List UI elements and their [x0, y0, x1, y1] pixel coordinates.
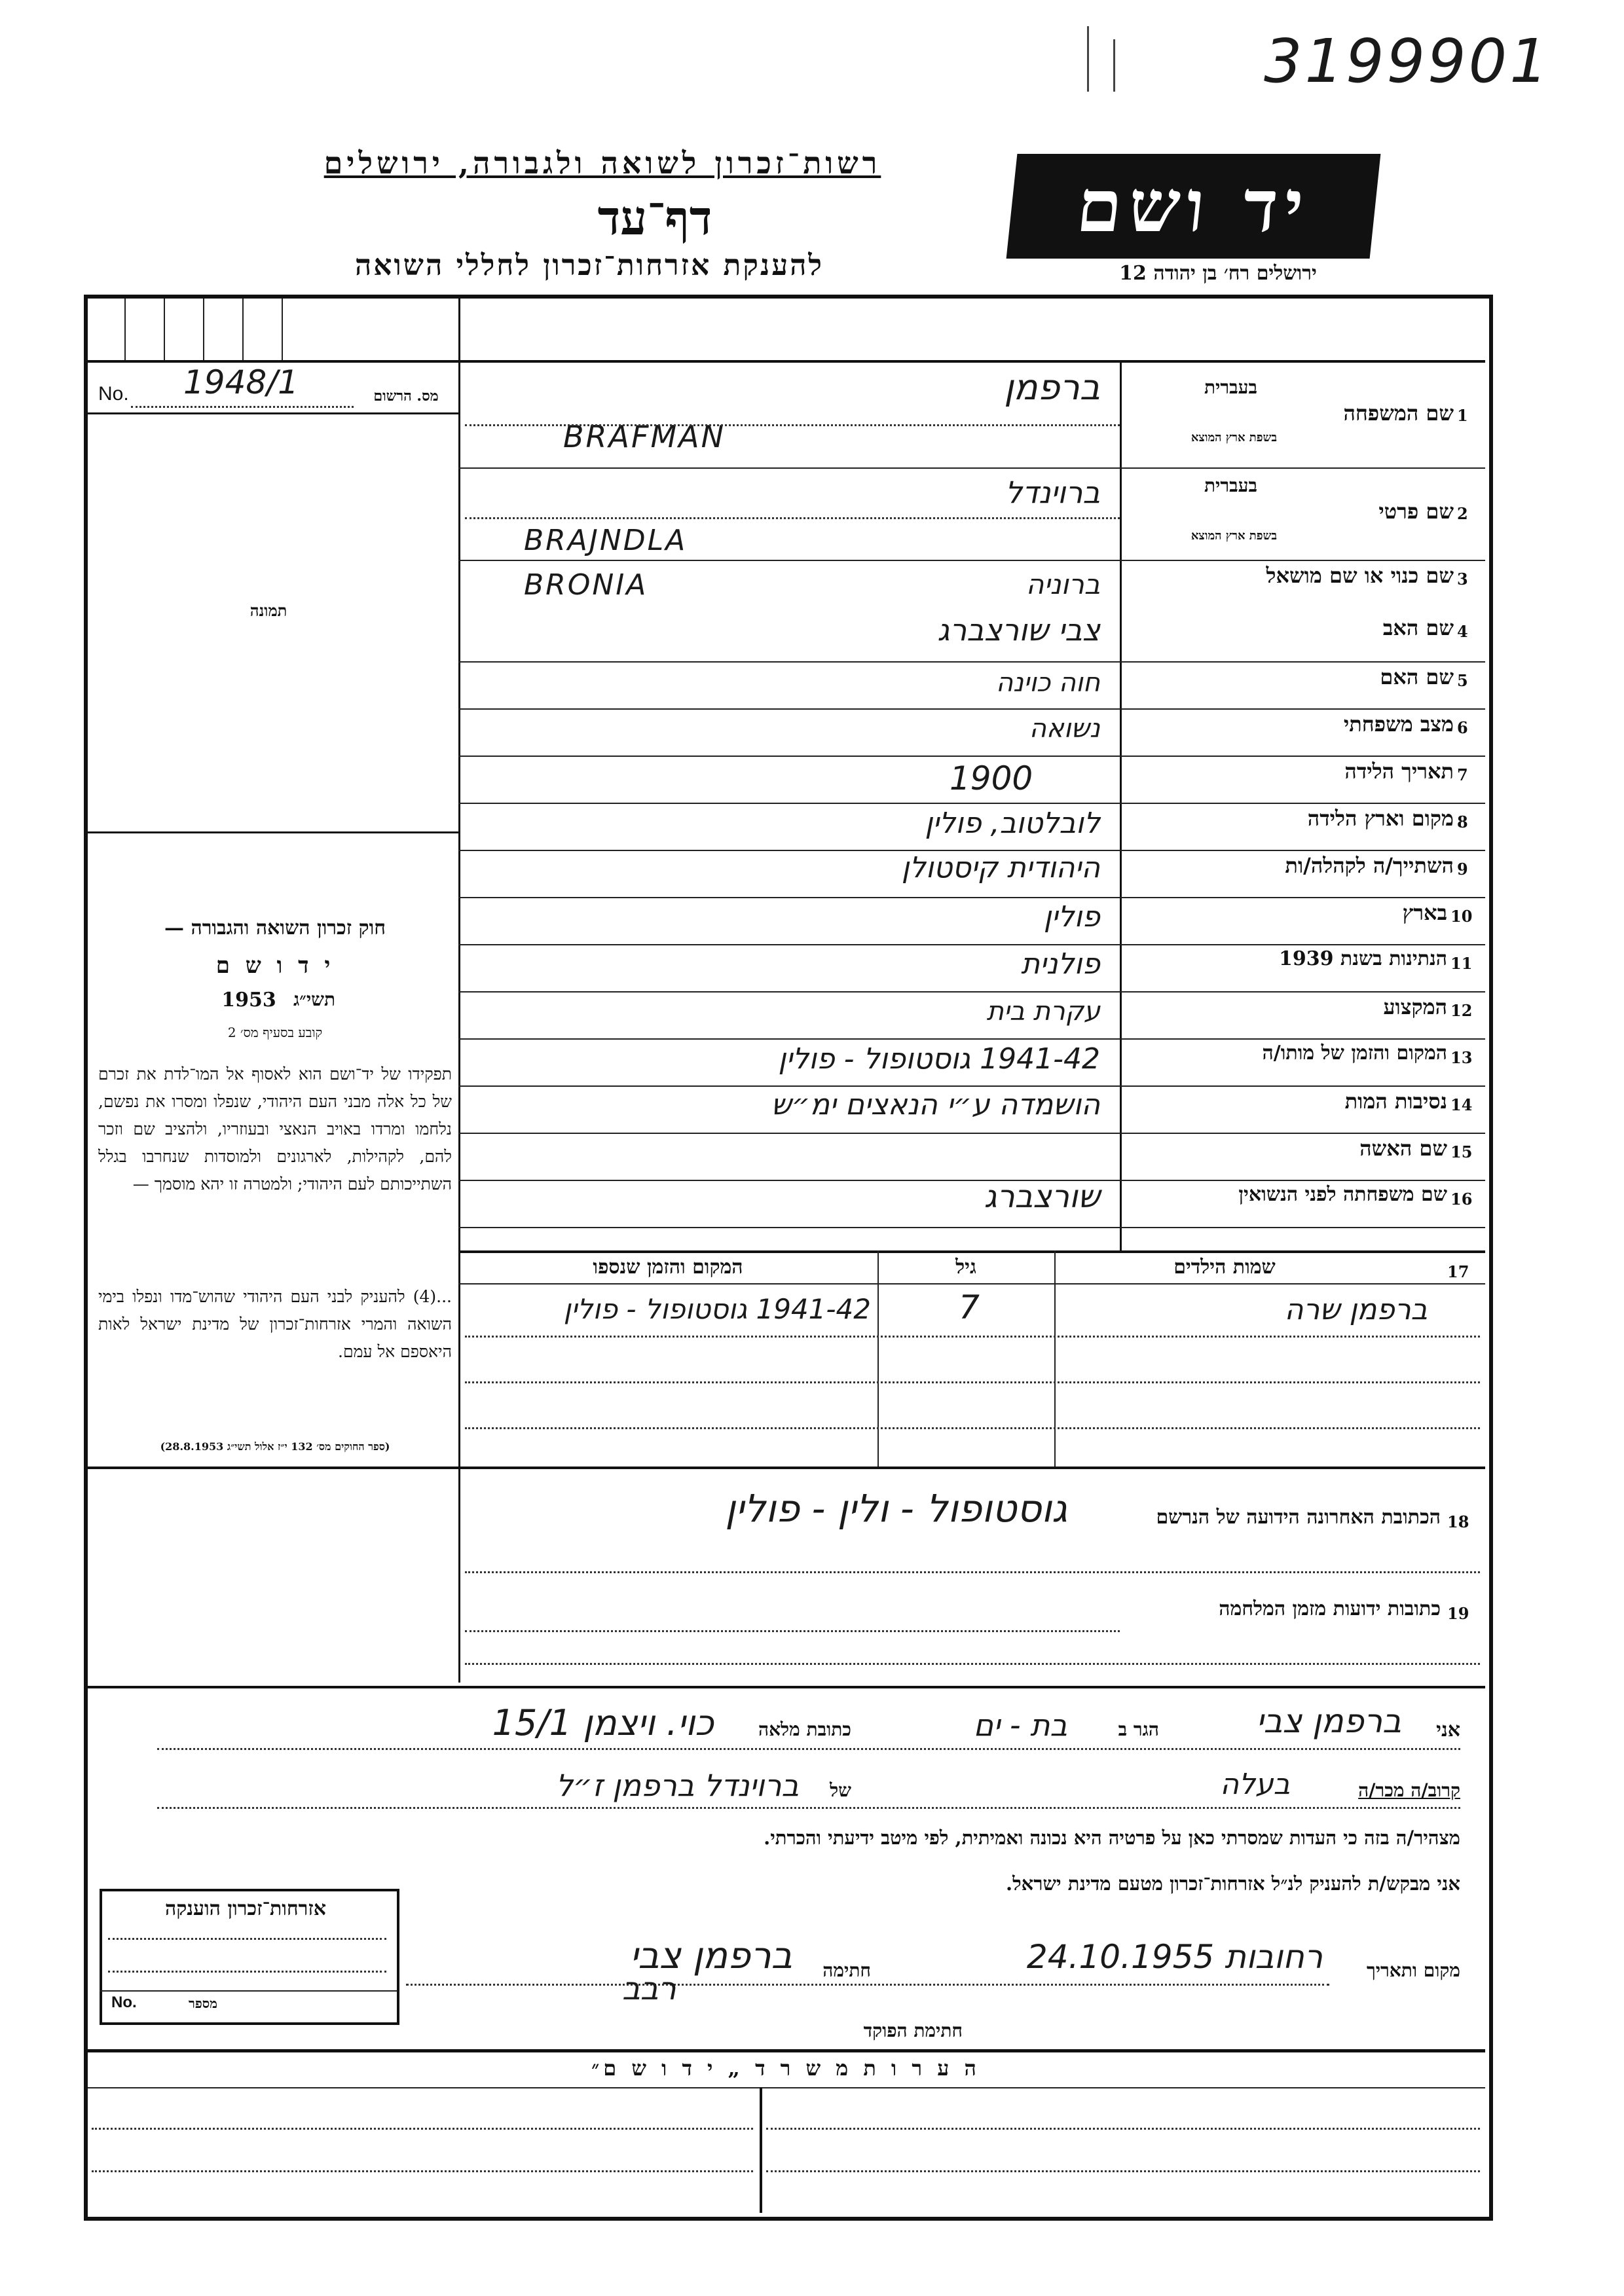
- decl-of-label: של: [830, 1779, 851, 1801]
- strip-cell-5: [282, 299, 283, 360]
- strip-cell-3: [203, 299, 204, 360]
- law-name: י ד ו ש ם: [215, 953, 335, 979]
- decl-relation-value: בעלה: [1220, 1768, 1290, 1801]
- remarks-dots-1: [92, 2128, 753, 2130]
- row-line-2: [458, 560, 1485, 561]
- field-4-value: צבי שורצברג: [937, 612, 1100, 647]
- remarks-top: [88, 2049, 1485, 2052]
- citizenship-no-label: No.: [111, 1994, 137, 2011]
- row-line-15: [458, 1227, 1485, 1228]
- logo-text: יד ושם: [1073, 164, 1314, 248]
- strip-cell-4: [242, 299, 244, 360]
- field-6-value: נשואה: [1029, 714, 1100, 744]
- photo-label: תמונה: [249, 601, 287, 620]
- field-14-number: 14: [1450, 1095, 1473, 1114]
- field-8-value: לובלטוב, פולין: [925, 807, 1100, 840]
- field-13-label: המקום והזמן של מותו/ה: [1262, 1042, 1447, 1065]
- registration-bottom: [88, 412, 458, 414]
- decl-address-value: כוי. ויצמן 15/1: [492, 1702, 714, 1743]
- children-bottom: [458, 1467, 1485, 1469]
- address-last-number: 18: [1447, 1512, 1469, 1531]
- field-10-value: פולין: [1043, 900, 1100, 934]
- field-7-label: תאריך הלידה: [1344, 759, 1454, 784]
- signature-label: חתימה: [822, 1959, 871, 1981]
- address-last-value: גוסטופול - ולין - פולין: [725, 1486, 1067, 1531]
- remarks-dots-3: [92, 2170, 753, 2172]
- left-column-bottom: [88, 1467, 458, 1469]
- field-6-number: 6: [1457, 718, 1468, 737]
- field-14-value: הושמדה ע״י הנאצים ימ״ש: [771, 1088, 1100, 1121]
- field-5-value: חוה כוינה: [995, 668, 1100, 698]
- child-1-place: 1941-42 גוסטופול - פולין: [563, 1293, 871, 1325]
- row-line-9: [458, 944, 1485, 945]
- field-2-value-hebrew: ברוינדל: [1005, 475, 1100, 510]
- address-last-label: הכתובת האחרונה הידועה של הנרשם: [1156, 1506, 1441, 1529]
- law-body: תפקידו של יד־ושם הוא לאסוף אל המו־לדת את זכרם של כל אלה מבני העם היהודי, שנפלו ומסרו את נפשם, נלחמו ומרדו באויב הנאצי ובעוזריו, ולהציב שם וזכר להם, לקהילות, לארגונים ולמוסדות שנחרבו בגלל השתייכותם לעם היהודי; ולמטרה זו יהא מוסמך —: [98, 1065, 452, 1194]
- field-10-label: בארץ: [1402, 900, 1447, 925]
- field-11-number: 11: [1450, 954, 1473, 973]
- field-12-label: המקצוע: [1383, 994, 1447, 1019]
- strip-cell-1: [124, 299, 126, 360]
- registration-number: 1948/1: [183, 363, 299, 401]
- remarks-line-1: [88, 2087, 1485, 2088]
- children-divider-1: [877, 1250, 879, 1467]
- field-13-number: 13: [1450, 1048, 1473, 1067]
- row-line-3: [458, 661, 1485, 663]
- field-12-value: עקרת בית: [986, 996, 1100, 1027]
- field-14-label: נסיבות המות: [1344, 1089, 1447, 1114]
- field-8-number: 8: [1457, 812, 1468, 831]
- law-title: חוק זכרון השואה והגבורה —: [164, 917, 386, 939]
- field-1-dots: [465, 424, 1120, 426]
- top-strip-bottom: [88, 360, 1485, 363]
- place-date-dots: [406, 1984, 1329, 1986]
- authority-line: רשות־זכרון לשואה ולגבורה, ירושלים: [323, 145, 881, 181]
- yad-vashem-logo: [1006, 154, 1381, 259]
- children-number: 17: [1447, 1262, 1469, 1281]
- strip-cell-2: [164, 299, 165, 360]
- field-7-value: 1900: [950, 759, 1033, 797]
- address-war-number: 19: [1447, 1604, 1469, 1623]
- law-reference: (ספר החוקים מס׳ 132 י״ז אלול תשי״ג 28.8.1953): [160, 1440, 390, 1453]
- decl-relation-label: קרוב/ה מכר/ה: [1358, 1779, 1460, 1801]
- remarks-dots-2: [766, 2128, 1480, 2130]
- decl-statement-1: מצהיר/ה בזה כי העדות שמסרתי כאן על פרטיה היא נכונה ואמיתית, לפי מיטב ידיעתי והכרתי.: [764, 1827, 1460, 1849]
- row-line-5: [458, 756, 1485, 757]
- row-line-16: [458, 1250, 1485, 1253]
- form-subtitle: להענקת אזרחות־זכרון לחללי השואה: [354, 249, 824, 282]
- row-line-12: [458, 1085, 1485, 1087]
- field-16-value: שורצברג: [984, 1178, 1100, 1215]
- field-13-value: 1941-42 גוסטופול - פולין: [778, 1042, 1100, 1076]
- field-2-number: 2: [1457, 504, 1468, 523]
- children-header-line: [458, 1283, 1485, 1285]
- field-12-number: 12: [1450, 1001, 1473, 1020]
- field-1-value-latin: BRAFMAN: [563, 419, 726, 454]
- children-dots-1: [465, 1336, 1480, 1338]
- field-3-number: 3: [1457, 570, 1468, 589]
- citizenship-no-line: [100, 1990, 397, 1992]
- law-heb-year: תשי״ג: [293, 989, 336, 1010]
- field-5-label: שם האם: [1380, 665, 1454, 689]
- child-1-name: ברפמן שרה: [1284, 1293, 1428, 1326]
- row-line-6: [458, 803, 1485, 804]
- citizenship-box-title: אזרחות־זכרון הוענקה: [164, 1897, 327, 1920]
- field-1-number: 1: [1457, 406, 1468, 425]
- decl-line-2-dots: [157, 1807, 1460, 1809]
- place-date-value: רחובות 24.10.1955: [1026, 1938, 1323, 1976]
- decl-resides-label: הגר ב: [1118, 1719, 1159, 1740]
- remarks-divider: [760, 2087, 762, 2213]
- field-11-label: הנתינות בשנת 1939: [1278, 947, 1447, 970]
- decl-ani: אני: [1436, 1719, 1460, 1741]
- citizenship-dots-1: [108, 1938, 386, 1940]
- field-9-value: היהודית קיסטולן: [901, 851, 1100, 884]
- field-7-number: 7: [1457, 765, 1468, 784]
- scan-mark-2: [1113, 39, 1115, 92]
- strip-divider: [458, 299, 460, 360]
- child-1-age: 7: [959, 1288, 980, 1326]
- field-2-dots: [465, 517, 1120, 519]
- field-9-number: 9: [1457, 860, 1468, 879]
- children-col-place: המקום והזמן שנספו: [593, 1256, 743, 1279]
- address-bottom: [88, 1686, 1485, 1688]
- field-16-number: 16: [1450, 1190, 1473, 1209]
- address-left-divider: [458, 1467, 460, 1683]
- children-divider-2: [1054, 1250, 1056, 1467]
- decl-address-label: כתובת מלאה: [758, 1719, 851, 1740]
- officer-signature: רבב: [622, 1971, 676, 2007]
- officer-label: חתימת הפוקד: [863, 2020, 963, 2041]
- children-dots-2: [465, 1381, 1480, 1383]
- row-line-8: [458, 897, 1485, 898]
- field-1-label: שם המשפחה: [1343, 401, 1454, 426]
- field-16-label: שם משפחתה לפני הנשואין: [1238, 1183, 1447, 1206]
- children-col-names: שמות הילדים: [1173, 1256, 1276, 1279]
- field-6-label: מצב משפחתי: [1343, 712, 1454, 737]
- left-column-divider: [458, 360, 460, 1467]
- field-4-number: 4: [1457, 622, 1468, 641]
- remarks-dots-4: [766, 2170, 1480, 2172]
- photo-bottom: [88, 831, 458, 833]
- row-line-1: [458, 467, 1485, 469]
- row-line-11: [458, 1038, 1485, 1040]
- field-11-value: פולנית: [1021, 947, 1100, 981]
- field-1-sub-origin: בשפת ארץ המוצא: [1190, 431, 1277, 445]
- address-war-label: כתובות ידועות מזמן המלחמה: [1219, 1597, 1441, 1620]
- logo-address: ירושלים רח׳ בן יהודה 12: [1119, 262, 1317, 285]
- registration-no-label: No.: [98, 383, 129, 405]
- law-section: קובע בסעיף מס׳ 2: [227, 1025, 323, 1040]
- decl-of-value: ברוינדל ברפמן ז״ל: [555, 1768, 799, 1803]
- field-2-sub-hebrew: בעברית: [1204, 475, 1257, 496]
- address-war-dots-2: [465, 1663, 1480, 1665]
- row-line-10: [458, 991, 1485, 993]
- field-3-value-hebrew: ברוניה: [1025, 568, 1100, 600]
- signature-value: ברפמן צבי: [629, 1935, 792, 1977]
- row-line-13: [458, 1133, 1485, 1134]
- field-15-number: 15: [1450, 1142, 1473, 1161]
- citizenship-dots-2: [108, 1971, 386, 1973]
- field-15-label: שם האשה: [1359, 1136, 1447, 1161]
- field-4-label: שם האב: [1382, 615, 1454, 640]
- address-last-dots-1: [465, 1571, 1480, 1573]
- form-title: דף־עד: [597, 190, 712, 246]
- field-5-number: 5: [1457, 671, 1468, 690]
- field-2-value-latin: BRAJNDLA: [524, 524, 688, 557]
- citizenship-no-heb: מספר: [189, 1995, 217, 2011]
- field-8-label: מקום וארץ הלידה: [1307, 806, 1454, 831]
- field-1-sub-hebrew: בעברית: [1204, 376, 1257, 398]
- field-9-label: השתייך/ה לקהלה/ות: [1285, 853, 1454, 878]
- decl-declarant: ברפמן צבי: [1256, 1702, 1401, 1740]
- archive-number: 3199901: [1264, 26, 1551, 96]
- field-2-sub-origin: בשפת ארץ המוצא: [1190, 529, 1277, 543]
- field-10-number: 10: [1450, 907, 1473, 926]
- field-1-value-hebrew: ברפמן: [1004, 367, 1100, 408]
- children-col-age: גיל: [955, 1256, 976, 1279]
- field-3-value-latin: BRONIA: [524, 568, 648, 602]
- address-war-dots-1: [465, 1630, 1120, 1632]
- decl-statement-2: אני מבקש/ת להעניק לנ״ל אזרחות־זכרון מטעם מדינת ישראל.: [1006, 1872, 1460, 1895]
- place-date-label: מקום ותאריך: [1366, 1959, 1460, 1981]
- decl-resides-value: בת - ים: [973, 1707, 1067, 1743]
- registration-heb-label: מס. הרשום: [373, 388, 439, 405]
- scan-mark: [1087, 26, 1089, 92]
- field-3-label: שם כנוי או שם מושאל: [1266, 563, 1454, 588]
- decl-line-1-dots: [157, 1748, 1460, 1750]
- label-column-divider: [1120, 360, 1122, 1250]
- remarks-title: ה ע ר ו ת מ ש ר ד „ י ד ו ש ם״: [591, 2056, 980, 2081]
- row-line-4: [458, 708, 1485, 710]
- law-clause: ...(4) להעניק לבני העם היהודי שהוש־מדו ונפלו בימי השואה והמרי אזרחות־זכרון של מדינת ישראל לאות היאספם אל עמם.: [98, 1287, 452, 1361]
- field-2-label: שם פרטי: [1378, 499, 1454, 524]
- children-dots-3: [465, 1427, 1480, 1429]
- registration-dots: [131, 406, 354, 408]
- law-year: 1953: [221, 989, 276, 1011]
